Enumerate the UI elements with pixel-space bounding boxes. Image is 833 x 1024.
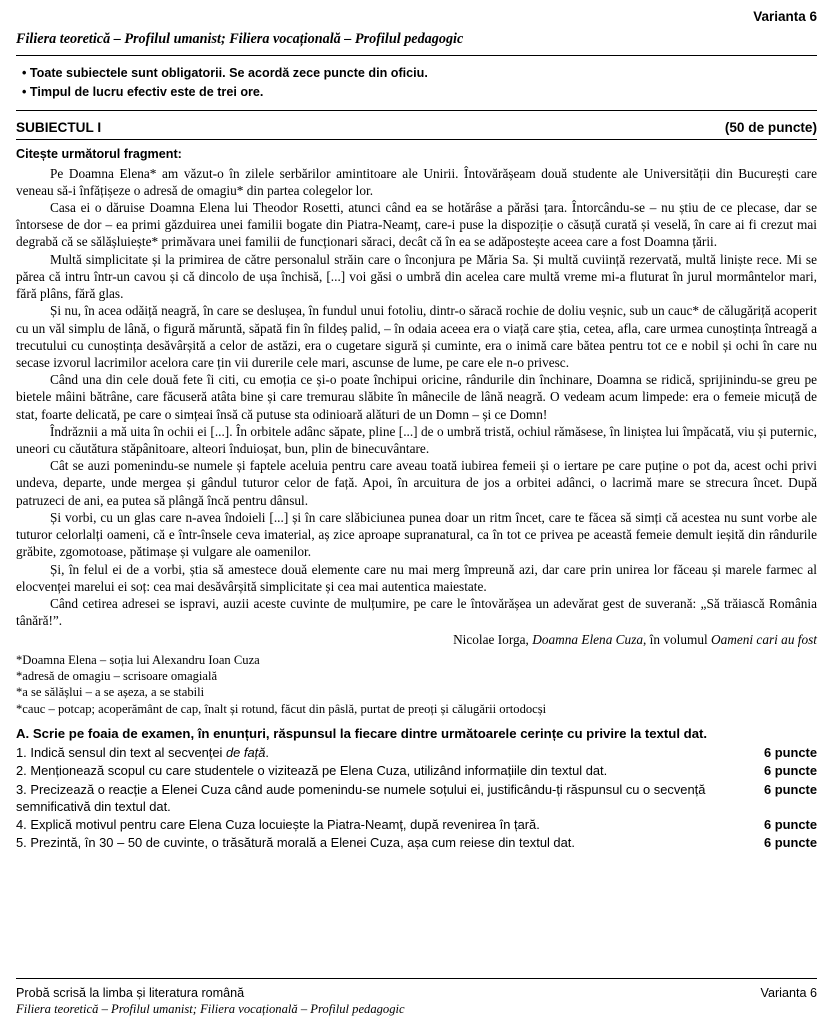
task-points: 6 puncte <box>763 816 817 832</box>
attribution-author: Nicolae Iorga, <box>453 632 533 648</box>
footnote-item: *cauc – potcap; acoperământ de cap, înalt și rotund, făcut din pâslă, purtat de preoți și călugării ortodocși <box>16 701 547 716</box>
footnotes <box>16 652 817 717</box>
text-paragraph: Multă simplicitate și la primirea de către personalul străin care o înconjura pe Măria Sa. Și multă cuviință rezervată, multă liniște rece. Mi se părea că intru într-un cavou și că dincolo de ușa închisă, [...] voi găsi o umbră din acelea care multă vreme mi-a fluturat în jurul mormântelor mari, fără plâns, fără glas. <box>16 251 817 302</box>
text-paragraph: Casa ei o dăruise Doamna Elena lui Theodor Rosetti, atunci când ea se hotărâse a părăsi țara. Întorcându-se – nu știu de ce plecase, dar se întorsese de dor – ea primi găzduirea unei familii bogate din Piatra-Neamț, care-i puse la dispoziție o căsuță curată și veselă, în care ai fi crezut mai degrabă că se sălășluiește* primăvara unei familii de funcționari săraci, decât că în ea se adăpostește aceea care a fost Doamna țării. <box>16 199 817 250</box>
footnote-item: *Doamna Elena – soția lui Alexandru Ioan Cuza <box>16 652 260 667</box>
profile-line: Filiera teoretică – Profilul umanist; Filiera vocațională – Profilul pedagogic <box>16 30 464 47</box>
attribution-work: Doamna Elena Cuza <box>532 632 644 648</box>
task-points: 6 puncte <box>763 781 817 797</box>
task-points: 6 puncte <box>763 745 817 761</box>
text-paragraph: Când una din cele două fete îi citi, cu emoția ce și-o poate închipui oricine, rândurile din închinare, Doamna se ridică, sprijinindu-se greu pe bietele mâini bătrâne, care făcuseră atâta bine și care tremurau slăbite în mânecile de lână neagră. O vedeam acum limpede: era o femeie micuță de stat, foarte delicată, pe care o simțeai însă că putuse sta odinioară alături de un Domn – și ce Domn! <box>16 372 817 422</box>
divider-top <box>16 55 817 56</box>
text-paragraph: Pe Doamna Elena* am văzut-o în zilele serbărilor amintitoare ale Unirii. Întovărășeam două studente ale Universității din București care veneau să-i înfățișeze o adresă de omagiu* din partea colegelor lor. <box>16 165 817 198</box>
footnote-item: *adresă de omagiu – scrisoare omagială <box>16 669 218 684</box>
page-footer <box>16 985 817 1018</box>
page-spacer <box>16 852 817 975</box>
task-text: Menționează scopul cu care studentele o vizitează pe Elena Cuza, utilizând informațiile din textul dat. <box>30 763 608 779</box>
text-paragraph: Când cetirea adresei se ispravi, auzii aceste cuvinte de mulțumire, pe care le întovărășea un adevărat gest de suverană: „Să trăiască România tânără!”. <box>16 596 817 629</box>
variant-label-top: Varianta 6 <box>753 9 817 24</box>
footer-profile-line: Filiera teoretică – Profilul umanist; Filiera vocațională – Profilul pedagogic <box>16 1002 405 1017</box>
task-italic: de față <box>225 745 266 761</box>
task-item <box>16 744 817 761</box>
divider-subject-bottom <box>16 139 817 140</box>
text-paragraph: Și, în felul ei de a vorbi, știa să amestece două elemente care nu mai merg împreună azi, dar care prin unirea lor făceau și marele farmec al elocvenței marelui ei soț: cea mai desăvârșită simplicitate și cea mai autentica maiestate. <box>16 561 817 594</box>
text-paragraph: Cât se auzi pomenindu-se numele și faptele aceluia pentru care aveau toată iubirea femeii și o iertare pe care puține o pot da, acest ochi privi undeva, departe, unde mergea și gândul tuturor celor de față. Apoi, în arcuitura de jos a orbitei adânci, o lacrimă mare se strecura încet. După patruzeci de ani, ea putea să plângă încă pentru dânsul. <box>16 458 817 508</box>
task-item <box>16 762 817 779</box>
exam-instructions-bullets <box>22 64 817 103</box>
task-number: 4. <box>16 816 27 832</box>
task-points: 6 puncte <box>763 763 817 779</box>
attribution-middle: , în volumul <box>643 632 711 648</box>
subject-points: (50 de puncte) <box>724 119 817 135</box>
section-a-heading: A. Scrie pe foaia de examen, în enunțuri, răspunsul la fiecare dintre următoarele cerințe cu privire la textul dat. <box>16 726 708 742</box>
footer-variant: Varianta 6 <box>760 985 817 1000</box>
text-paragraph: Și vorbi, cu un glas care n-avea îndoieli [...] și în care slăbiciunea punea doar un ritm încet, care te făcea să simți că acestea nu sunt vorbe ale tuturor celorlalți oameni, că e într-însele ceva imaterial, aș zice aproape supranatural, ca în tot ce privea pe această femeie demult ieșită din rândurile grăbite, zgomotoase, pătimașe și vulgare ale oamenilor. <box>16 509 817 560</box>
subject-header <box>16 119 817 137</box>
task-points: 6 puncte <box>763 835 817 851</box>
task-text: Indică sensul din text al secvenței <box>30 745 226 761</box>
task-item <box>16 834 817 851</box>
attribution-volume: Oameni cari au fost <box>711 632 817 648</box>
subject-title: SUBIECTUL I <box>16 119 102 135</box>
footnote-item: *a se sălășlui – a se așeza, a se stabili <box>16 685 205 700</box>
task-text: Precizează o reacție a Elenei Cuza când aude pomenindu-se numele soțului ei, justificându-ți răspunsul cu o secvență semnificativă din textul dat. <box>16 781 706 814</box>
divider-footer <box>16 978 817 979</box>
task-number: 3. <box>16 781 27 797</box>
task-item <box>16 781 817 815</box>
text-paragraph: Îndrăznii a mă uita în ochii ei [...]. În orbitele adânc săpate, pline [...] de o umbră tristă, ochiul rămăsese, în liniștea lui împăcată, viu și puternic, uneori cu căutătura stăpânitoare, alteori înduioșat, bun, plin de binecuvântare. <box>16 423 817 457</box>
task-tail: . <box>265 745 269 761</box>
section-a-task-list <box>16 744 817 852</box>
divider-subject <box>16 110 817 111</box>
task-text: Prezintă, în 30 – 50 de cuvinte, o trăsătură morală a Elenei Cuza, așa cum reiese din textul dat. <box>30 835 575 851</box>
text-paragraph: Și nu, în acea odăiță neagră, în care se deslușea, în fundul unui fotoliu, dintr-o săracă rochie de doliu veșnic, sub un cauc* de călugăriță acoperit cu un văl simplu de lână, o figură măruntă, săpată fin în fildeș palid, – în odaia aceea era o viață care știa, cetea, afla, care urmea cunoștința întreagă a trecutului cu cunoștința desăvârșită a celor de astăzi, era o cugetare sigură și cuminte, era o inimă care bătea pentru tot ce e nobil și ochi în care nu secase izvorul lacrimilor acelora care țin vii durerile cele mari, ascunse de lume, pe care ele n-o privesc. <box>16 303 817 370</box>
bullet-time: • Timpul de lucru efectiv este de trei ore. <box>22 85 264 100</box>
task-text: Explică motivul pentru care Elena Cuza locuiește la Piatra-Neamț, după revenirea în țară. <box>30 816 540 832</box>
task-number: 1. <box>16 745 27 761</box>
source-attribution <box>16 631 817 648</box>
read-fragment-instruction: Citește următorul fragment: <box>16 147 182 162</box>
footer-exam-title: Probă scrisă la limba și literatura română <box>16 985 245 1000</box>
bullet-obligatory: • Toate subiectele sunt obligatorii. Se acordă zece puncte din oficiu. <box>22 66 428 80</box>
task-item <box>16 816 817 833</box>
task-number: 5. <box>16 835 27 851</box>
task-number: 2. <box>16 763 27 779</box>
